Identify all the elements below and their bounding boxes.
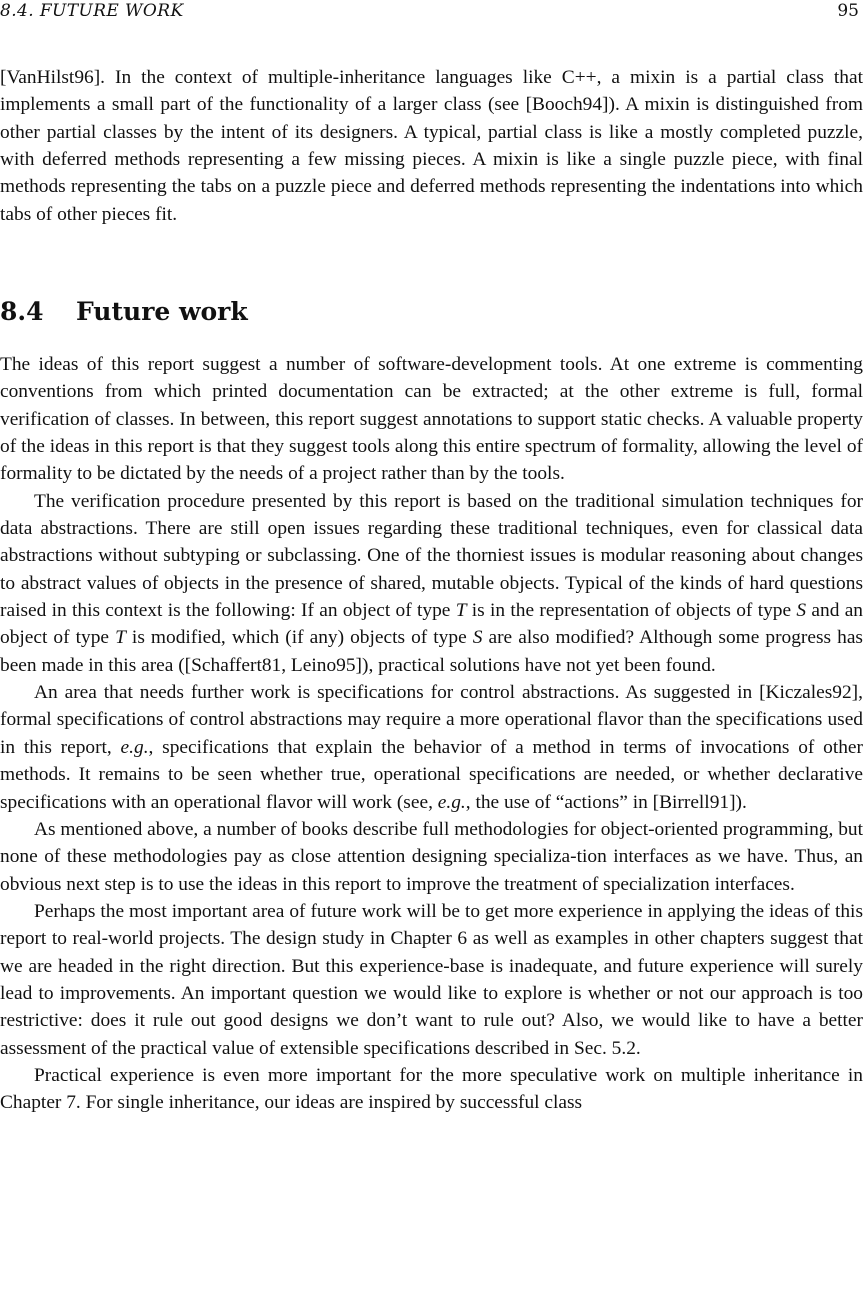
italic-text: T [455, 600, 467, 622]
intro-text [0, 64, 863, 228]
text-run: is modified, which (if any) objects of type [125, 627, 473, 649]
section-title: Future work [76, 297, 248, 326]
text-run: As mentioned above, a number of books describe full methodologies for object-oriented programming, but none of these methodologies pay as close attention designing specializa-tion interfaces as we have. Thus, an obvious next step is to use the ideas in this report to improve the treatment of specialization interfaces. [0, 818, 863, 895]
page-number: 95 [837, 1, 859, 21]
text-run: is in the representation of objects of type [466, 600, 797, 622]
italic-text: T [115, 627, 126, 649]
italic-text: e.g. [437, 791, 466, 813]
text-run: Practical experience is even more important for the more speculative work on multiple inheritance in Chapter 7. For single inheritance, our ideas are inspired by successful class [0, 1064, 863, 1114]
body-paragraph [0, 898, 863, 1062]
text-run: are also modified? Although some progress has been made in this area ([Schaffert81, Leino95]), practical solutions have not yet been found. [0, 627, 863, 676]
running-header-section: 8.4. FUTURE WORK [0, 1, 184, 21]
text-run: and an object of type [0, 600, 864, 649]
body-paragraph [0, 679, 863, 816]
text-run: The ideas of this report suggest a number of software-development tools. At one extreme is commenting conventions from which printed documentation can be extracted; at the other extreme is full, formal verification of classes. In between, this report suggest annotations to support static checks. A valuable property of the ideas in this report is that they suggest tools along this entire spectrum of formality, allowing the level of formality to be dictated by the needs of a project rather than by the tools. [0, 354, 863, 485]
body-paragraph [0, 488, 863, 679]
body-paragraph [0, 816, 863, 898]
intro-paragraph: [VanHilst96]. In the context of multiple-inheritance languages like C++, a mixin is a partial class that implements a small part of the functionality of a larger class (see [Booch94]). A mixin is distinguished from other partial classes by the intent of its designers. A typical, partial class is like a mostly completed puzzle, with deferred methods representing a few missing pieces. A mixin is like a single puzzle piece, with final methods representing the tabs on a puzzle piece and deferred methods representing the indentations into which tabs of other pieces fit. [0, 67, 863, 225]
running-header [0, 0, 863, 22]
text-run: , the use of “actions” in [Birrell91]). [465, 791, 747, 813]
italic-text: S [472, 627, 483, 649]
text-run: Perhaps the most important area of future work will be to get more experience in applying the ideas of this report to real-world projects. The design study in Chapter 6 as well as examples in other chapters suggest that we are headed in the right direction. But this experience-base is inadequate, and future experience will surely lead to improvements. An important question we would like to explore is whether or not our approach is too restrictive: does it rule out good designs we don’t want to rule out? Also, we would like to have a better assessment of the practical value of extensible specifications described in Sec. 5.2. [0, 900, 863, 1059]
section-number: 8.4 [0, 297, 44, 326]
section-heading [0, 294, 863, 330]
italic-text: e.g. [120, 736, 149, 758]
body-paragraph [0, 1062, 863, 1117]
section-body [0, 351, 863, 1117]
text-run: The verification procedure presented by this report is based on the traditional simulation techniques for data abstractions. There are still open issues regarding these traditional techniques, even for classical data abstractions without subtyping or subclassing. One of the thorniest issues is modular reasoning about changes to abstract values of objects in the presence of shared, mutable objects. Typical of the kinds of hard questions raised in this context is the following: If an object of type [0, 490, 863, 622]
text-run: , specifications that explain the behavior of a method in terms of invocations of other methods. It remains to be seen whether true, operational specifications are needed, or whether declarative specifications with an operational flavor will work (see, [0, 736, 863, 813]
body-paragraph [0, 351, 863, 488]
text-run: An area that needs further work is specifications for control abstractions. As suggested in [Kiczales92], formal specifications of control abstractions may require a more operational flavor than the specifications used in this report, [0, 682, 863, 758]
italic-text: S [796, 600, 807, 622]
